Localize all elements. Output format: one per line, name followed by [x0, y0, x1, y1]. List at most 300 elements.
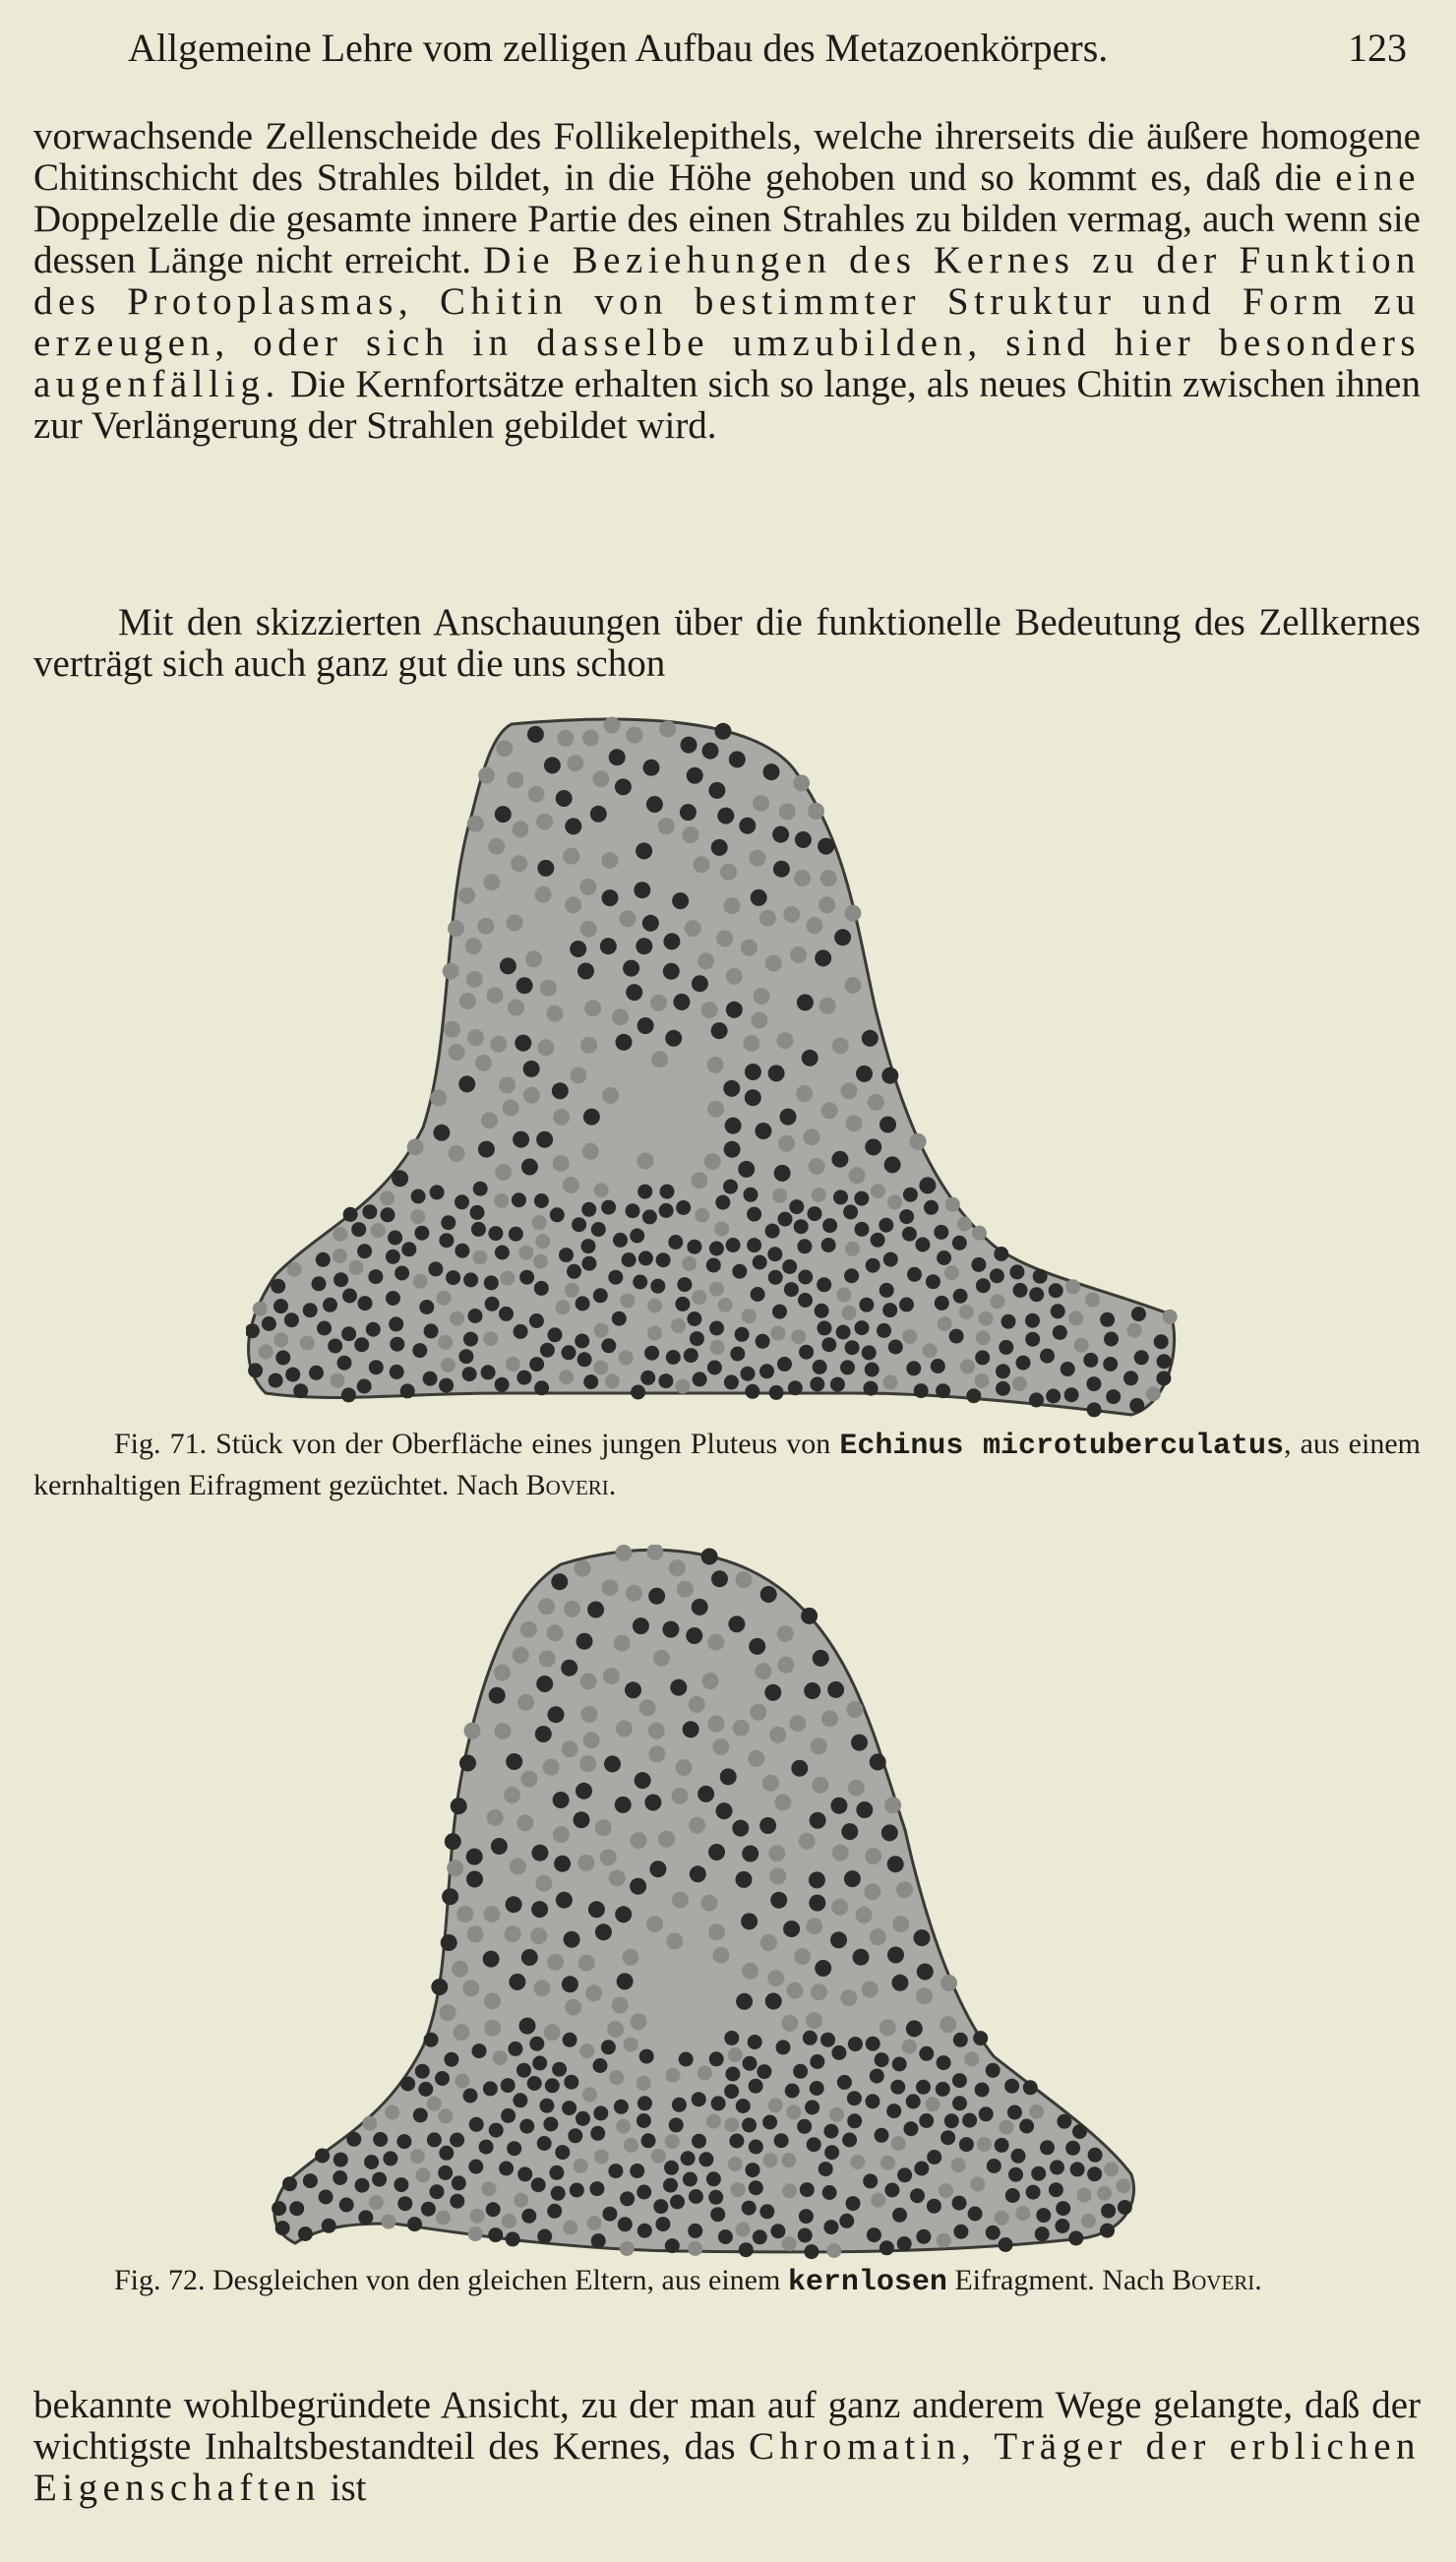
nucleus-dot	[669, 1559, 686, 1576]
nucleus-dot	[581, 1239, 596, 1253]
nucleus-dot	[687, 1312, 701, 1326]
nucleus-dot	[709, 2051, 724, 2066]
nucleus-dot	[884, 1156, 901, 1173]
nucleus-dot	[592, 770, 609, 787]
nucleus-dot	[976, 1330, 991, 1345]
nucleus-dot	[845, 1242, 860, 1256]
nucleus-dot	[620, 1294, 635, 1309]
nucleus-dot	[585, 1984, 602, 2001]
nucleus-dot	[701, 1895, 718, 1912]
nucleus-dot	[495, 1723, 512, 1739]
nucleus-dot	[786, 2104, 801, 2119]
nucleus-dot	[856, 1907, 873, 1923]
nucleus-dot	[582, 1143, 599, 1160]
nucleus-dot	[512, 821, 528, 837]
nucleus-dot	[854, 1191, 869, 1206]
nucleus-dot	[486, 2202, 501, 2217]
nucleus-dot	[691, 1172, 707, 1189]
nucleus-dot	[580, 1674, 597, 1690]
nucleus-dot	[660, 1185, 675, 1199]
nucleus-dot	[595, 1819, 612, 1836]
nucleus-dot	[750, 1704, 766, 1721]
nucleus-dot	[334, 1272, 348, 1287]
nucleus-dot	[899, 1209, 914, 1224]
nucleus-dot	[605, 1373, 620, 1388]
nucleus-dot	[682, 826, 698, 843]
nucleus-dot	[831, 1899, 848, 1916]
nucleus-dot	[952, 2073, 967, 2088]
nucleus-dot	[500, 1271, 515, 1286]
nucleus-dot	[659, 1203, 674, 1218]
nucleus-dot	[518, 1246, 533, 1260]
nucleus-dot	[881, 1824, 898, 1841]
nucleus-dot	[481, 2181, 496, 2196]
nucleus-dot	[823, 2124, 838, 2139]
nucleus-dot	[641, 2133, 656, 2148]
nucleus-dot	[976, 1278, 991, 1293]
nucleus-dot	[711, 1570, 728, 1587]
nucleus-dot	[531, 2177, 546, 2192]
nucleus-dot	[358, 1296, 373, 1311]
nucleus-dot	[1127, 1323, 1142, 1338]
nucleus-dot	[940, 2016, 956, 2033]
nucleus-dot	[877, 1323, 891, 1338]
nucleus-dot	[1009, 1264, 1024, 1279]
nucleus-dot	[574, 2159, 588, 2173]
nucleus-dot	[568, 2128, 582, 2143]
nucleus-dot	[718, 1298, 733, 1312]
nucleus-dot	[712, 1738, 729, 1755]
nucleus-dot	[472, 1250, 487, 1265]
nucleus-dot	[708, 2190, 723, 2205]
nucleus-dot	[770, 1892, 787, 1909]
nucleus-dot	[1156, 1372, 1171, 1386]
nucleus-dot	[923, 1343, 938, 1358]
nucleus-dot	[868, 1094, 884, 1111]
nucleus-dot	[582, 2087, 597, 2102]
nucleus-dot	[563, 2033, 577, 2047]
nucleus-dot	[682, 1256, 697, 1271]
nucleus-dot	[684, 1348, 698, 1363]
nucleus-dot	[848, 1780, 865, 1797]
nucleus-dot	[772, 1189, 787, 1203]
nucleus-dot	[386, 1250, 400, 1264]
nucleus-dot	[917, 1964, 934, 1981]
para1-emphasis-eine: eine	[1335, 156, 1421, 199]
nucleus-dot	[673, 994, 690, 1010]
nucleus-dot	[565, 818, 581, 834]
nucleus-dot	[710, 2207, 725, 2222]
page-header	[128, 14, 1426, 83]
nucleus-dot	[1015, 2206, 1030, 2221]
nucleus-dot	[679, 2052, 694, 2067]
nucleus-dot	[751, 1012, 767, 1029]
nucleus-dot	[388, 1231, 402, 1246]
nucleus-dot	[807, 2137, 821, 2152]
nucleus-dot	[883, 1375, 898, 1390]
nucleus-dot	[692, 975, 708, 992]
nucleus-dot	[1065, 2141, 1080, 2156]
nucleus-dot	[731, 2182, 746, 2197]
nucleus-dot	[604, 717, 621, 734]
nucleus-dot	[716, 1802, 733, 1819]
nucleus-dot	[554, 1856, 571, 1872]
nucleus-dot	[865, 1138, 881, 1155]
nucleus-dot	[926, 1274, 940, 1289]
nucleus-dot	[644, 1346, 659, 1361]
para1-text-e: Die Kernfortsätze erhalten sich so lange, als neues Chitin zwischen ihnen zur Verlängerung der Strahlen gebildet wird.	[33, 363, 1421, 447]
nucleus-dot	[505, 1925, 521, 1942]
nucleus-dot	[495, 1246, 510, 1260]
nucleus-dot	[523, 1087, 540, 1104]
nucleus-dot	[789, 1715, 806, 1732]
nucleus-dot	[614, 1635, 631, 1652]
nucleus-dot	[358, 2210, 373, 2225]
nucleus-dot	[759, 1364, 774, 1378]
nucleus-dot	[880, 1283, 894, 1298]
nucleus-dot	[902, 1329, 917, 1344]
nucleus-dot	[708, 1716, 725, 1733]
nucleus-dot	[390, 1365, 404, 1379]
nucleus-dot	[702, 1673, 719, 1689]
nucleus-dot	[640, 1371, 655, 1385]
nucleus-dot	[637, 2113, 651, 2128]
nucleus-dot	[937, 2233, 951, 2248]
nucleus-dot	[723, 1180, 738, 1194]
nucleus-dot	[512, 1192, 526, 1207]
nucleus-dot	[519, 2119, 534, 2134]
nucleus-dot	[706, 2114, 721, 2129]
nucleus-dot	[343, 1207, 358, 1222]
nucleus-dot	[567, 755, 583, 771]
nucleus-dot	[253, 1302, 268, 1316]
nucleus-dot	[449, 1145, 465, 1162]
nucleus-dot	[616, 1721, 633, 1738]
nucleus-dot	[856, 1066, 873, 1082]
nucleus-dot	[692, 2134, 706, 2149]
nucleus-dot	[468, 2226, 483, 2241]
nucleus-dot	[777, 1625, 794, 1642]
nucleus-dot	[782, 1259, 797, 1274]
fig72-caption-end: .	[1254, 2264, 1262, 2296]
nucleus-dot	[625, 1681, 641, 1698]
nucleus-dot	[881, 1068, 898, 1084]
nucleus-dot	[513, 1131, 529, 1148]
paragraph-new	[33, 602, 1421, 685]
nucleus-dot	[521, 1949, 538, 1966]
nucleus-dot	[534, 1193, 549, 1208]
nucleus-dot	[952, 2096, 967, 2110]
nucleus-dot	[633, 1617, 649, 1634]
nucleus-dot	[647, 1299, 662, 1313]
nucleus-dot	[637, 1017, 654, 1034]
para2-text: Mit den skizzierten Anschauungen über die funktionelle Bedeutung des Zellkernes verträgt sich auch ganz gut die uns schon	[33, 601, 1421, 685]
nucleus-dot	[601, 852, 618, 869]
nucleus-dot	[794, 1219, 809, 1234]
nucleus-dot	[608, 1270, 623, 1285]
nucleus-dot	[996, 1364, 1010, 1378]
nucleus-dot	[633, 1275, 647, 1290]
nucleus-dot	[455, 2073, 469, 2088]
nucleus-dot	[741, 1367, 756, 1381]
nucleus-dot	[637, 1152, 654, 1169]
nucleus-dot	[593, 2105, 608, 2120]
nucleus-dot	[451, 1798, 467, 1814]
nucleus-dot	[742, 1846, 758, 1862]
nucleus-dot	[940, 1975, 957, 1991]
nucleus-dot	[262, 1316, 276, 1331]
nucleus-dot	[749, 1638, 765, 1655]
nucleus-dot	[454, 2024, 470, 2041]
nucleus-dot	[882, 1303, 897, 1317]
nucleus-dot	[342, 1289, 357, 1304]
nucleus-dot	[669, 2117, 684, 2132]
nucleus-dot	[303, 1303, 318, 1317]
nucleus-dot	[1013, 1283, 1028, 1298]
nucleus-dot	[620, 2191, 635, 2206]
nucleus-dot	[440, 2004, 456, 2021]
nucleus-dot	[383, 2151, 397, 2166]
nucleus-dot	[523, 1061, 540, 1077]
nucleus-dot	[615, 1906, 632, 1922]
nucleus-dot	[458, 1075, 475, 1092]
nucleus-dot	[772, 826, 789, 843]
nucleus-dot	[1086, 1376, 1101, 1391]
nucleus-dot	[390, 1337, 404, 1352]
nucleus-dot	[759, 2204, 774, 2219]
nucleus-dot	[915, 1238, 930, 1252]
nucleus-dot	[902, 1227, 917, 1242]
nucleus-dot	[615, 778, 632, 795]
nucleus-dot	[817, 1277, 831, 1292]
nucleus-dot	[793, 2064, 808, 2079]
nucleus-dot	[797, 2119, 812, 2134]
nucleus-dot	[548, 1706, 565, 1723]
nucleus-dot	[866, 2037, 880, 2051]
nucleus-dot	[1001, 1314, 1016, 1329]
nucleus-dot	[319, 2190, 334, 2205]
nucleus-dot	[971, 1257, 986, 1272]
nucleus-dot	[799, 2209, 814, 2224]
nucleus-dot	[421, 2202, 436, 2217]
nucleus-dot	[483, 1331, 498, 1346]
nucleus-dot	[732, 1264, 747, 1279]
nucleus-dot	[609, 2070, 624, 2085]
nucleus-dot	[535, 886, 552, 903]
nucleus-dot	[499, 2162, 514, 2176]
nucleus-dot	[791, 1329, 806, 1344]
nucleus-dot	[423, 1372, 438, 1386]
nucleus-dot	[687, 767, 703, 784]
nucleus-dot	[411, 1190, 426, 1204]
fig72-caption-prefix: Fig. 72. Desgleichen von den gleichen Eltern, aus einem	[114, 2264, 788, 2296]
nucleus-dot	[1055, 2219, 1069, 2233]
nucleus-dot	[533, 1254, 548, 1269]
nucleus-dot	[711, 1022, 728, 1039]
nucleus-dot	[806, 917, 822, 934]
nucleus-dot	[1068, 2230, 1083, 2245]
nucleus-dot	[862, 1345, 877, 1360]
nucleus-dot	[517, 1694, 534, 1711]
nucleus-dot	[862, 1982, 879, 1998]
nucleus-dot	[1016, 1356, 1031, 1371]
nucleus-dot	[1005, 2188, 1020, 2203]
nucleus-dot	[724, 2031, 739, 2045]
nucleus-dot	[804, 1682, 820, 1699]
nucleus-dot	[618, 2217, 633, 2231]
nucleus-dot	[751, 889, 767, 906]
nucleus-dot	[759, 1817, 776, 1834]
nucleus-dot	[806, 1918, 822, 1934]
nucleus-dot	[688, 2224, 702, 2238]
nucleus-dot	[888, 1340, 903, 1355]
nucleus-dot	[400, 2076, 415, 2091]
nucleus-dot	[333, 1227, 347, 1242]
nucleus-dot	[600, 938, 617, 954]
nucleus-dot	[490, 1036, 507, 1053]
nucleus-dot	[675, 1297, 690, 1312]
nucleus-dot	[300, 1336, 315, 1351]
nucleus-dot	[1100, 2224, 1115, 2238]
nucleus-dot	[782, 2236, 797, 2251]
nucleus-dot	[410, 1209, 425, 1224]
nucleus-dot	[788, 1380, 803, 1395]
nucleus-dot	[762, 1775, 779, 1792]
nucleus-dot	[769, 1727, 786, 1743]
nucleus-dot	[392, 1170, 408, 1187]
nucleus-dot	[809, 1158, 825, 1175]
nucleus-dot	[875, 2052, 889, 2067]
nucleus-dot	[1031, 2166, 1046, 2181]
nucleus-dot	[529, 1313, 544, 1328]
nucleus-dot	[580, 1037, 597, 1054]
nucleus-dot	[916, 1987, 933, 2004]
nucleus-dot	[614, 2100, 629, 2114]
nucleus-dot	[797, 994, 814, 1010]
nucleus-dot	[724, 897, 741, 914]
fig72-caption-suffix: Eifragment. Nach	[946, 2264, 1173, 2296]
nucleus-dot	[927, 2150, 941, 2165]
nucleus-dot	[815, 1304, 829, 1318]
nucleus-dot	[470, 1205, 485, 1220]
nucleus-dot	[458, 887, 475, 904]
nucleus-dot	[810, 2054, 824, 2069]
nucleus-dot	[670, 2195, 685, 2210]
nucleus-dot	[672, 1788, 689, 1804]
nucleus-dot	[562, 1345, 576, 1360]
nucleus-dot	[779, 803, 796, 820]
nucleus-dot	[777, 1357, 792, 1372]
nucleus-dot	[715, 723, 732, 740]
nucleus-dot	[689, 2189, 703, 2204]
nucleus-dot	[312, 1276, 327, 1291]
nucleus-dot	[639, 1699, 656, 1716]
nucleus-dot	[565, 896, 581, 913]
nucleus-dot	[849, 1167, 866, 1184]
nucleus-dot	[293, 1383, 308, 1398]
nucleus-dot	[815, 949, 831, 966]
nucleus-dot	[1081, 2214, 1096, 2228]
nucleus-dot	[436, 2211, 451, 2226]
nucleus-dot	[600, 1849, 617, 1865]
nucleus-dot	[698, 952, 714, 969]
nucleus-dot	[285, 1368, 300, 1382]
nucleus-dot	[800, 2182, 815, 2197]
nucleus-dot	[724, 2084, 739, 2099]
nucleus-dot	[489, 1687, 506, 1704]
nucleus-dot	[430, 2184, 445, 2199]
nucleus-dot	[509, 1227, 523, 1242]
nucleus-dot	[836, 1325, 851, 1340]
nucleus-dot	[1157, 1354, 1172, 1369]
nucleus-dot	[977, 2137, 992, 2152]
nucleus-dot	[906, 2094, 921, 2108]
nucleus-dot	[784, 1282, 799, 1297]
nucleus-dot	[298, 2226, 313, 2241]
nucleus-dot	[509, 1974, 525, 1990]
nucleus-dot	[698, 2152, 713, 2166]
nucleus-dot	[576, 2111, 590, 2126]
nucleus-dot	[841, 1823, 858, 1840]
nucleus-dot	[351, 1222, 366, 1237]
nucleus-dot	[619, 1350, 634, 1365]
nucleus-dot	[979, 2106, 994, 2121]
nucleus-dot	[906, 2020, 923, 2037]
nucleus-dot	[749, 2140, 763, 2155]
nucleus-dot	[655, 2217, 670, 2231]
nucleus-dot	[975, 2083, 990, 2098]
nucleus-dot	[975, 1350, 990, 1365]
nucleus-dot	[643, 760, 660, 776]
nucleus-dot	[612, 1008, 629, 1025]
nucleus-dot	[322, 2219, 336, 2233]
nucleus-dot	[870, 2069, 884, 2084]
nucleus-dot	[765, 955, 782, 972]
nucleus-dot	[706, 1258, 721, 1273]
nucleus-dot	[695, 1208, 709, 1223]
nucleus-dot	[756, 1334, 770, 1349]
nucleus-dot	[1085, 1293, 1100, 1308]
nucleus-dot	[720, 1768, 737, 1785]
nucleus-dot	[519, 1270, 534, 1285]
nucleus-dot	[508, 1000, 524, 1016]
nucleus-dot	[303, 2173, 318, 2188]
nucleus-dot	[741, 940, 758, 956]
nucleus-dot	[715, 1195, 730, 1210]
nucleus-dot	[534, 1281, 549, 1296]
nucleus-dot	[636, 938, 652, 954]
nucleus-dot	[537, 2229, 552, 2244]
nucleus-dot	[506, 1753, 522, 1770]
nucleus-dot	[413, 1274, 428, 1289]
nucleus-dot	[603, 1668, 620, 1684]
nucleus-dot	[579, 1755, 596, 1772]
nucleus-dot	[850, 2155, 865, 2169]
nucleus-dot	[708, 782, 725, 799]
nucleus-dot	[380, 1190, 394, 1205]
nucleus-dot	[547, 1006, 564, 1022]
nucleus-dot	[968, 2207, 983, 2222]
nucleus-dot	[386, 1291, 400, 1306]
nucleus-dot	[602, 2207, 617, 2222]
nucleus-dot	[681, 737, 698, 754]
nucleus-dot	[529, 2037, 544, 2051]
nucleus-dot	[458, 1349, 473, 1364]
nucleus-dot	[736, 2099, 751, 2113]
nucleus-dot	[811, 1983, 827, 2000]
nucleus-dot	[904, 2121, 919, 2136]
nucleus-dot	[711, 2096, 726, 2110]
